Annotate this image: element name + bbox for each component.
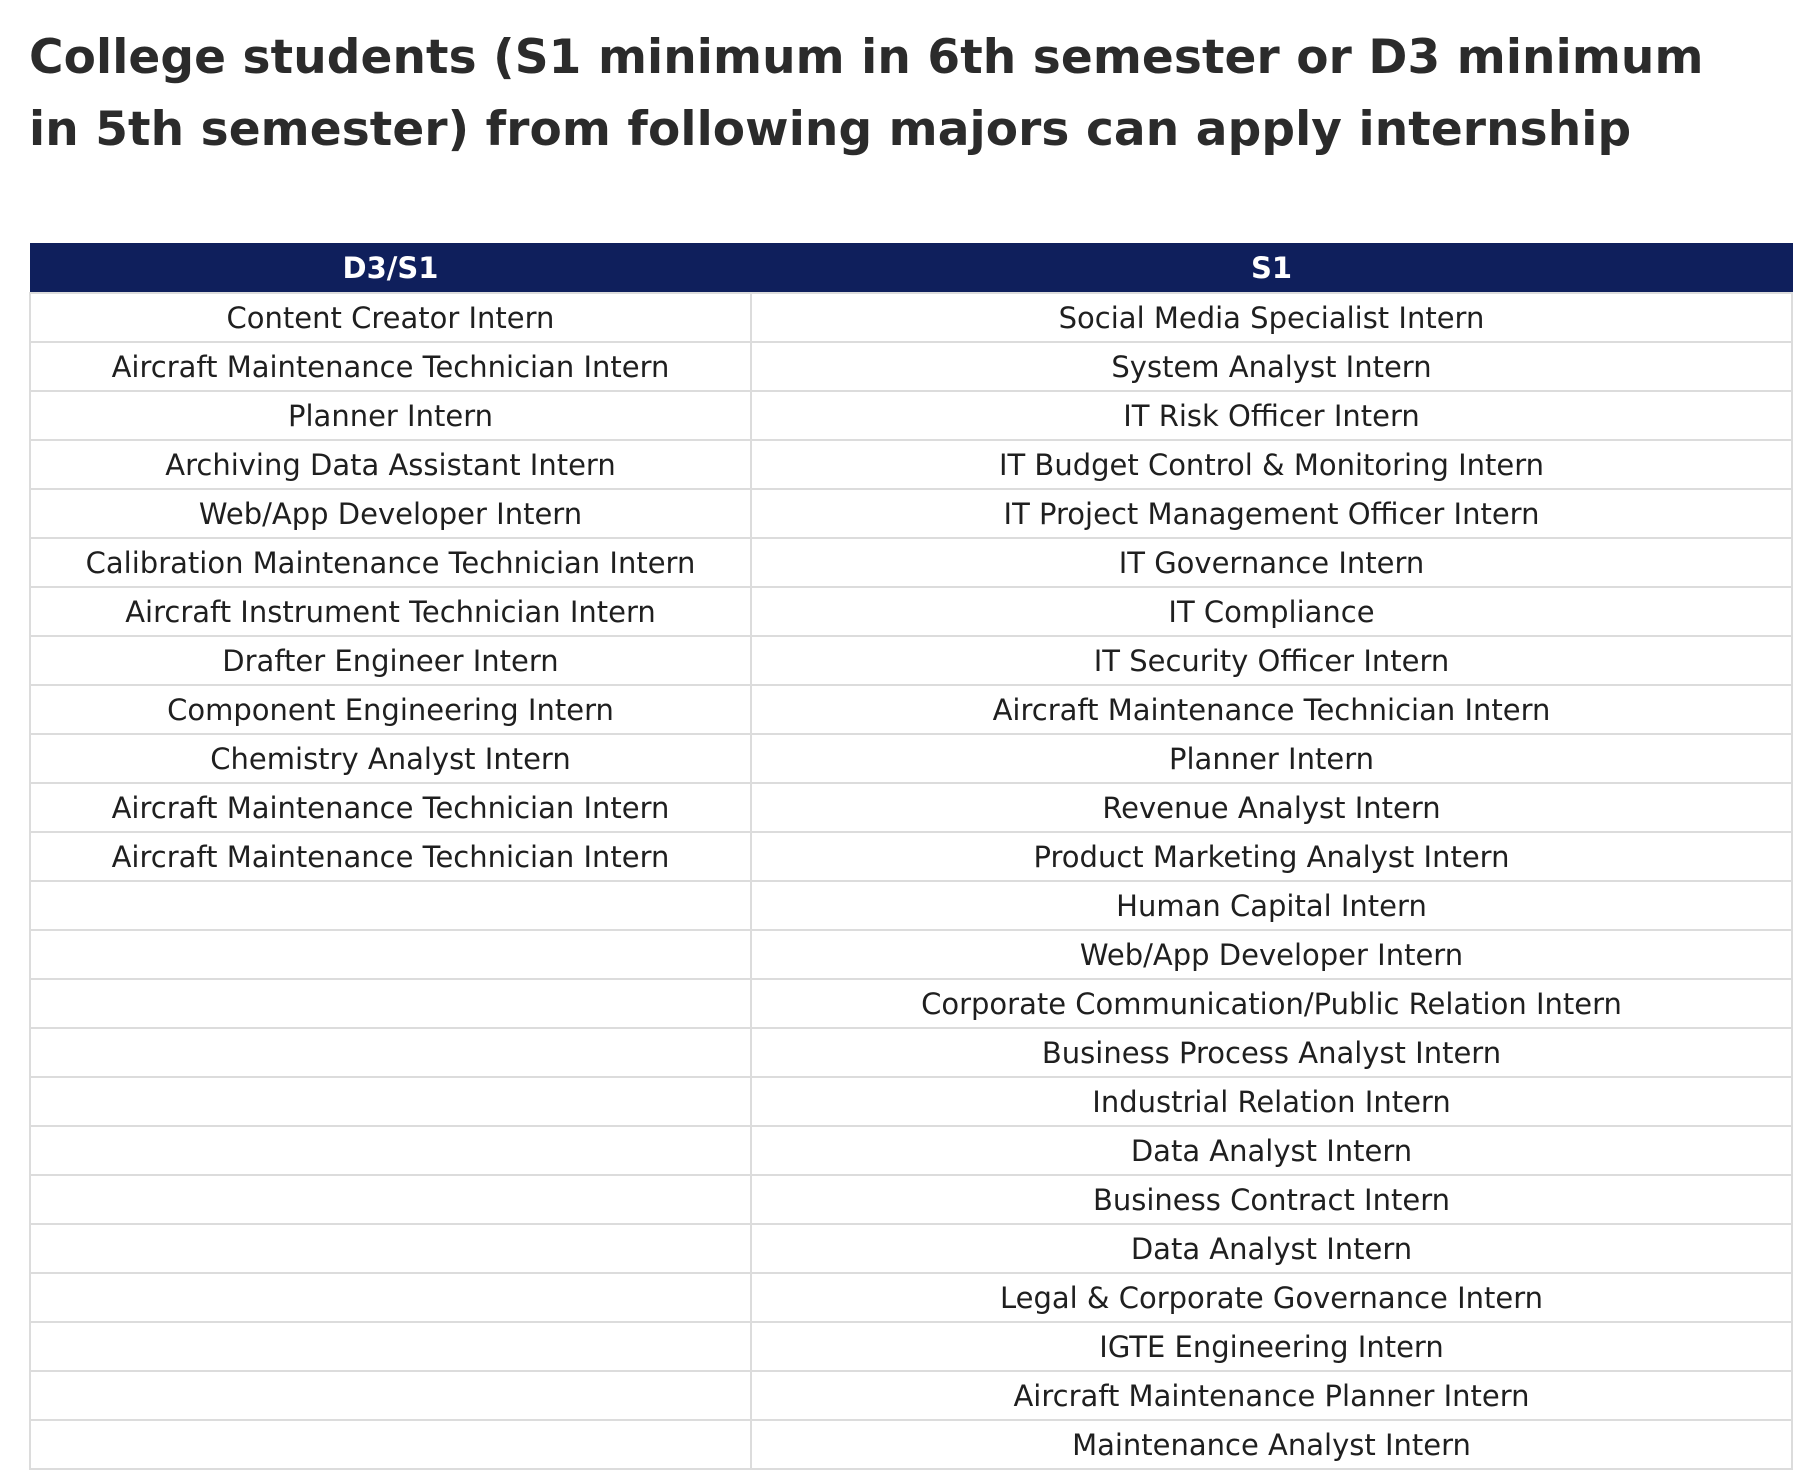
table-cell-s1: IT Governance Intern [751,538,1792,587]
table-row [30,1224,1792,1273]
table-cell-d3-s1 [30,1077,751,1126]
table-row [30,734,1792,783]
table-row [30,685,1792,734]
table-cell-s1: Human Capital Intern [751,881,1792,930]
table-cell-s1: IT Compliance [751,587,1792,636]
table-cell-d3-s1 [30,1224,751,1273]
table-cell-s1: Social Media Specialist Intern [751,293,1792,342]
table-cell-d3-s1: Aircraft Maintenance Technician Intern [30,783,751,832]
table-cell-d3-s1: Aircraft Maintenance Technician Intern [30,342,751,391]
table-cell-d3-s1 [30,979,751,1028]
table-row [30,979,1792,1028]
page-title: College students (S1 minimum in 6th semester or D3 minimum in 5th semester) from following majors can apply internship [29,30,1704,157]
table-cell-d3-s1: Component Engineering Intern [30,685,751,734]
table-cell-d3-s1: Aircraft Instrument Technician Intern [30,587,751,636]
table-cell-s1: Legal & Corporate Governance Intern [751,1273,1792,1322]
table-row [30,1126,1792,1175]
table-row [30,636,1792,685]
table-cell-d3-s1: Planner Intern [30,391,751,440]
table-cell-d3-s1: Archiving Data Assistant Intern [30,440,751,489]
table-cell-s1: Planner Intern [751,734,1792,783]
table-cell-d3-s1: Drafter Engineer Intern [30,636,751,685]
table-row [30,489,1792,538]
table-row [30,1175,1792,1224]
table-cell-d3-s1 [30,930,751,979]
table-cell-s1: IT Security Officer Intern [751,636,1792,685]
table-header [30,244,1792,294]
table-row [30,1322,1792,1371]
table-row [30,342,1792,391]
table-cell-d3-s1 [30,1126,751,1175]
table-cell-s1: IT Project Management Officer Intern [751,489,1792,538]
table-row [30,293,1792,342]
table-row [30,440,1792,489]
internship-table-container [29,243,1791,1470]
table-header-row [30,244,1792,294]
table-cell-d3-s1 [30,1273,751,1322]
table-cell-s1: System Analyst Intern [751,342,1792,391]
table-cell-d3-s1 [30,1028,751,1077]
table-row [30,538,1792,587]
table-cell-d3-s1: Calibration Maintenance Technician Intern [30,538,751,587]
table-row [30,1028,1792,1077]
internship-table [29,243,1793,1470]
table-cell-s1: IT Budget Control & Monitoring Intern [751,440,1792,489]
table-row [30,1371,1792,1420]
table-cell-d3-s1 [30,1371,751,1420]
table-cell-s1: Corporate Communication/Public Relation Intern [751,979,1792,1028]
table-cell-d3-s1 [30,1175,751,1224]
table-cell-s1: Data Analyst Intern [751,1224,1792,1273]
table-cell-d3-s1: Aircraft Maintenance Technician Intern [30,832,751,881]
table-cell-s1: Maintenance Analyst Intern [751,1420,1792,1469]
table-row [30,881,1792,930]
table-row [30,1273,1792,1322]
table-cell-s1: IT Risk Officer Intern [751,391,1792,440]
table-cell-s1: Industrial Relation Intern [751,1077,1792,1126]
table-row [30,783,1792,832]
table-row [30,1420,1792,1469]
table-cell-d3-s1: Chemistry Analyst Intern [30,734,751,783]
table-cell-s1: Web/App Developer Intern [751,930,1792,979]
column-header-s1: S1 [751,244,1792,294]
table-row [30,832,1792,881]
column-header-d3-s1: D3/S1 [30,244,751,294]
table-cell-d3-s1: Web/App Developer Intern [30,489,751,538]
table-cell-s1: Aircraft Maintenance Planner Intern [751,1371,1792,1420]
table-cell-s1: IGTE Engineering Intern [751,1322,1792,1371]
table-row [30,587,1792,636]
table-cell-d3-s1 [30,881,751,930]
table-cell-d3-s1 [30,1420,751,1469]
table-cell-s1: Product Marketing Analyst Intern [751,832,1792,881]
table-cell-s1: Business Contract Intern [751,1175,1792,1224]
table-row [30,391,1792,440]
table-row [30,1077,1792,1126]
table-cell-s1: Business Process Analyst Intern [751,1028,1792,1077]
table-row [30,930,1792,979]
table-body [30,293,1792,1469]
table-cell-d3-s1 [30,1322,751,1371]
table-cell-s1: Data Analyst Intern [751,1126,1792,1175]
table-cell-d3-s1: Content Creator Intern [30,293,751,342]
table-cell-s1: Revenue Analyst Intern [751,783,1792,832]
table-cell-s1: Aircraft Maintenance Technician Intern [751,685,1792,734]
